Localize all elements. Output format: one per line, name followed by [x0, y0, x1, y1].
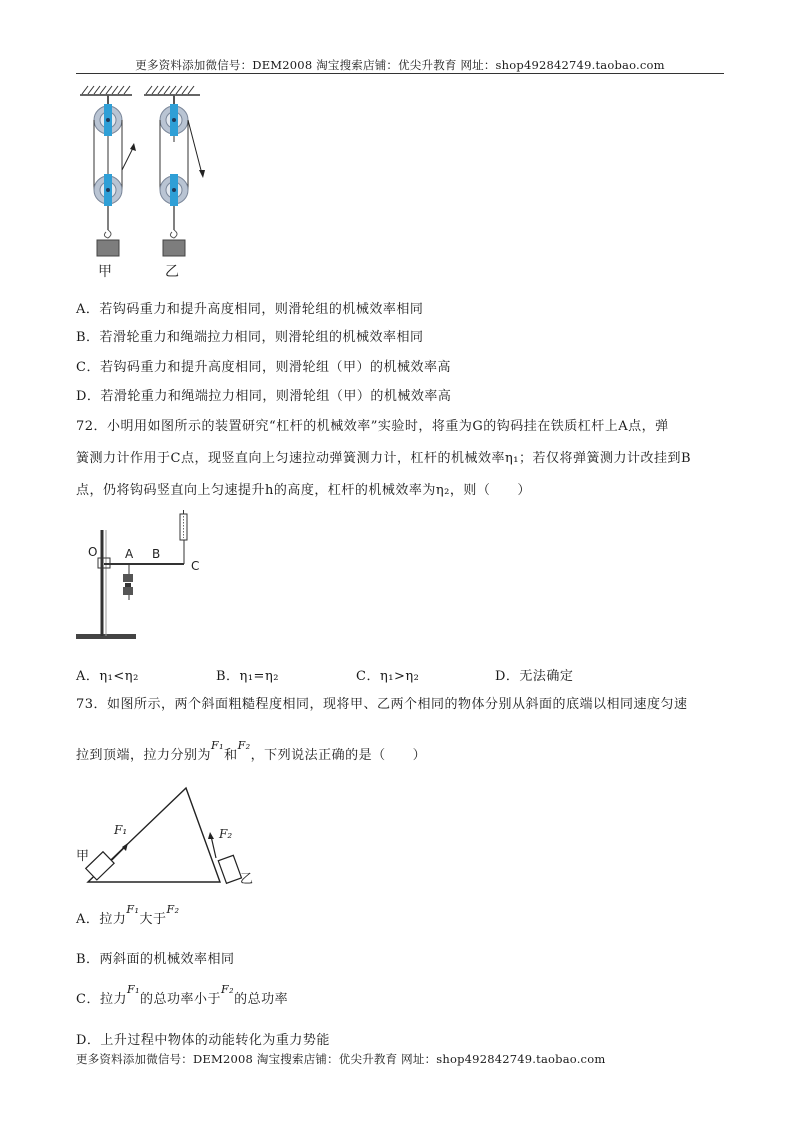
incline-label-f2: F₂ — [219, 827, 233, 841]
q72-stem-line1: 72．小明用如图所示的装置研究“杠杆的机械效率”实验时，将重为G的钩码挂在铁质杠杆上A点，弹 — [76, 419, 669, 434]
lever-label-o: O — [88, 545, 98, 559]
lever-label-b: B — [152, 547, 161, 561]
ceiling-left — [80, 86, 132, 95]
pulley-label-right: 乙 — [165, 264, 179, 280]
incline-label-f1: F₁ — [114, 823, 128, 837]
q73-option-b: B．两斜面的机械效率相同 — [76, 952, 235, 967]
q71-option-a: A．若钩码重力和提升高度相同，则滑轮组的机械效率相同 — [76, 302, 424, 317]
pulley-system-left — [94, 95, 136, 256]
page-footer: 更多资料添加微信号：DEM2008 淘宝搜索店铺：优尖升教育 网址：shop492842749.taobao.com — [76, 1052, 606, 1066]
q71-option-b: B．若滑轮重力和绳端拉力相同，则滑轮组的机械效率相同 — [76, 330, 424, 345]
header-divider — [76, 73, 724, 74]
q73-f1-symbol: F₁ — [211, 739, 225, 752]
q72-option-b: B．η₁=η₂ — [216, 669, 279, 684]
q72-stem-line3: 点，仍将钩码竖直向上匀速提升h的高度，杠杆的机械效率为η₂，则（ ） — [76, 483, 531, 498]
incline-label-jia: 甲 — [76, 849, 90, 864]
q73-option-a: A．拉力$^{F_1}$大于$^{F_2}$ — [76, 903, 180, 927]
lever-label-c: C — [191, 559, 200, 573]
incline-label-yi: 乙 — [240, 872, 254, 887]
q71-option-d: D．若滑轮重力和绳端拉力相同，则滑轮组（甲）的机械效率高 — [76, 389, 452, 404]
q72-stem-line2: 簧测力计作用于C点，现竖直向上匀速拉动弹簧测力计，杠杆的机械效率η₁；若仅将弹簧测力计改挂到B — [76, 451, 692, 466]
q73-f2-symbol: F₂ — [237, 739, 251, 752]
q73-stem-line1: 73．如图所示，两个斜面粗糙程度相同，现将甲、乙两个相同的物体分别从斜面的底端以相同速度匀速 — [76, 697, 688, 712]
pulley-label-left: 甲 — [98, 264, 112, 280]
q73-option-c: C．拉力$^{F_1}$的总功率小于$^{F_2}$的总功率 — [76, 983, 289, 1007]
page-header: 更多资料添加微信号：DEM2008 淘宝搜索店铺：优尖升教育 网址：shop492842749.taobao.com — [135, 58, 665, 72]
pulley-system-right — [160, 95, 205, 256]
ceiling-right — [144, 86, 200, 95]
pulley-figure — [74, 80, 224, 280]
q72-option-c: C．η₁>η₂ — [356, 669, 420, 684]
incline-figure — [74, 782, 274, 892]
q73-stem-line2: 拉到顶端，拉力分别为$^{F_1}$和$^{F_2}$，下列说法正确的是（ ） — [76, 739, 427, 763]
lever-figure — [74, 508, 214, 648]
q72-option-d: D．无法确定 — [495, 669, 574, 684]
lever-label-a: A — [125, 547, 134, 561]
q72-option-a: A．η₁<η₂ — [76, 669, 139, 684]
q71-option-c: C．若钩码重力和提升高度相同，则滑轮组（甲）的机械效率高 — [76, 360, 451, 375]
q73-option-d: D．上升过程中物体的动能转化为重力势能 — [76, 1033, 330, 1048]
